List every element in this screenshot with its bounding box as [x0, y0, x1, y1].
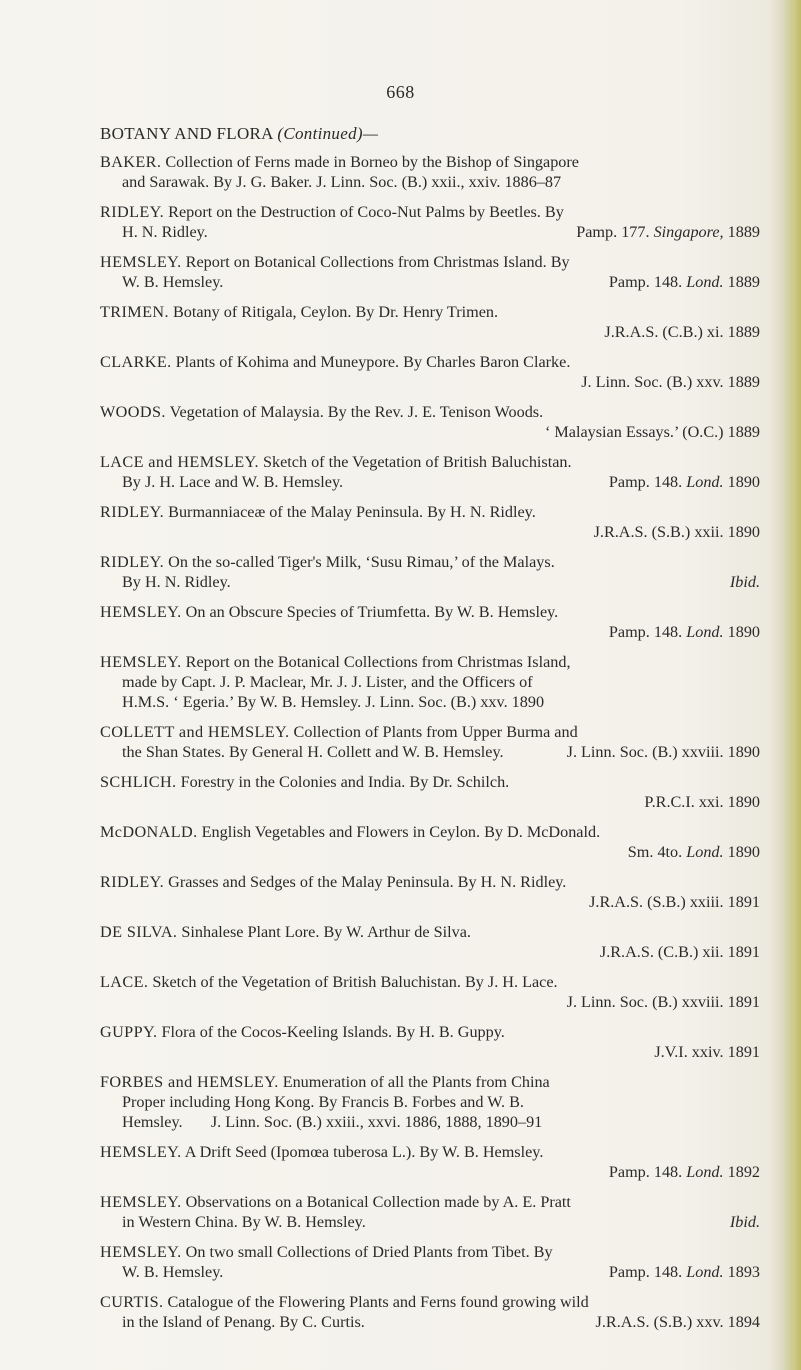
entry-title: On an Obscure Species of Triumfetta. By W. B. Hemsley.: [185, 603, 559, 621]
entry-source-ref: Pamp. 148.: [608, 473, 683, 491]
entry-title: Collection of Plants from Upper Burma and: [293, 723, 578, 741]
entry-first-line: [100, 302, 760, 322]
entry-year: 1890: [727, 473, 760, 491]
entry-title: Flora of the Cocos-Keeling Islands. By H. B. Guppy.: [161, 1023, 505, 1041]
entry-year: 1889: [727, 373, 760, 391]
entry-year: 1890: [727, 743, 760, 761]
entry-continuation-line: [100, 172, 760, 192]
entry-year: 1890: [727, 843, 760, 861]
entry-year: 1894: [727, 1313, 760, 1331]
entry-source: [609, 472, 760, 492]
entry-title: Sinhalese Plant Lore. By W. Arthur de Silva.: [181, 923, 471, 941]
entry-source-ref: Pamp. 148.: [608, 1263, 683, 1281]
entry-source: [594, 522, 760, 542]
entry-source-ref: J.R.A.S. (S.B.) xxiii.: [589, 893, 724, 911]
entry-title: Enumeration of all the Plants from China: [282, 1073, 550, 1091]
entry-author: HEMSLEY.: [100, 253, 182, 271]
entry-first-line: [100, 1192, 760, 1212]
entry-author: RIDLEY.: [100, 553, 165, 571]
entry-source: [576, 222, 760, 242]
entry-source: [567, 992, 760, 1012]
entry-author: LACE.: [100, 973, 149, 991]
entry-source-ref: J. Linn. Soc. (B.) xxviii.: [566, 743, 724, 761]
bibliography-entry: [100, 352, 760, 392]
entry-first-line: [100, 1072, 760, 1092]
entry-title: Collection of Ferns made in Borneo by the Bishop of Singapore: [165, 153, 579, 171]
bibliography-entry: [100, 872, 760, 912]
entry-source-ref: J.R.A.S. (C.B.) xi.: [604, 323, 724, 341]
entry-year: 1890: [727, 793, 760, 811]
entry-source-ref: Pamp. 148.: [608, 623, 683, 641]
bibliography-entry: [100, 1192, 760, 1232]
bibliography-entry: [100, 502, 760, 542]
entry-continuation-text: Proper including Hong Kong. By Francis B. Forbes and W. B.: [122, 1093, 524, 1111]
entry-source-ref: Pamp. 177.: [576, 223, 650, 241]
entry-continuation-line: [100, 672, 760, 692]
entry-source: [545, 422, 760, 442]
entry-continuation-line: [100, 322, 760, 342]
entry-author: WOODS.: [100, 403, 166, 421]
entry-continuation-text: in the Island of Penang. By C. Curtis.: [122, 1313, 365, 1331]
bibliography-entry: [100, 652, 760, 712]
entry-continuation-line: [100, 1092, 760, 1112]
entry-source: [596, 1312, 760, 1332]
entry-continuation-text: Hemsley. J. Linn. Soc. (B.) xxiii., xxvi. 1886, 1888, 1890–91: [122, 1113, 543, 1131]
entry-continuation-text: H.M.S. ‘ Egeria.’ By W. B. Hemsley. J. Linn. Soc. (B.) xxv. 1890: [122, 693, 545, 711]
bibliography-entry: [100, 1292, 760, 1332]
section-title: BOTANY AND FLORA: [100, 124, 273, 143]
bibliography-entry: [100, 452, 760, 492]
entry-source-ref: J.R.A.S. (S.B.) xxv.: [595, 1313, 724, 1331]
entry-source: [609, 1262, 760, 1282]
entry-title: Report on the Destruction of Coco-Nut Palms by Beetles. By: [168, 203, 564, 221]
entry-first-line: [100, 872, 760, 892]
section-heading: [100, 124, 378, 144]
entry-continuation-text: By H. N. Ridley.: [122, 573, 231, 591]
entry-author: TRIMEN.: [100, 303, 169, 321]
entry-continuation-text: W. B. Hemsley.: [122, 1263, 224, 1281]
bibliography-entry: [100, 772, 760, 812]
page-number: 668: [386, 82, 415, 102]
entry-author: CURTIS.: [100, 1293, 164, 1311]
entry-first-line: [100, 552, 760, 572]
entry-year: 1889: [727, 223, 760, 241]
entry-first-line: [100, 922, 760, 942]
entry-title: Report on Botanical Collections from Christmas Island. By: [185, 253, 570, 271]
entry-year: 1891: [727, 993, 760, 1011]
entry-first-line: [100, 1142, 760, 1162]
entry-source-ref: J. Linn. Soc. (B.) xxv.: [581, 373, 724, 391]
entry-continuation-line: [100, 622, 760, 642]
entry-author: LACE and HEMSLEY.: [100, 453, 259, 471]
entry-year: 1891: [727, 1043, 760, 1061]
entry-first-line: [100, 652, 760, 672]
entry-source: [567, 742, 760, 762]
entry-continuation-line: [100, 1162, 760, 1182]
bibliography-entry: [100, 1242, 760, 1282]
entry-source: [589, 892, 760, 912]
entry-author: SCHLICH.: [100, 773, 177, 791]
section-continued: (Continued)—: [277, 124, 379, 143]
entry-first-line: [100, 822, 760, 842]
entry-source-ref: Pamp. 148.: [608, 273, 683, 291]
entry-first-line: [100, 152, 760, 172]
entry-title: Grasses and Sedges of the Malay Peninsula. By H. N. Ridley.: [168, 873, 567, 891]
bibliography-entry: [100, 722, 760, 762]
entry-title: Botany of Ritigala, Ceylon. By Dr. Henry Trimen.: [172, 303, 499, 321]
entry-year: 1891: [727, 893, 760, 911]
entry-source-ref: J.R.A.S. (C.B.) xii.: [599, 943, 724, 961]
entry-author: HEMSLEY.: [100, 1143, 182, 1161]
entry-title: Report on the Botanical Collections from Christmas Island,: [185, 653, 571, 671]
entry-source: [730, 1212, 760, 1232]
entry-continuation-line: [100, 792, 760, 812]
entry-title: Plants of Kohima and Muneypore. By Charles Baron Clarke.: [175, 353, 571, 371]
entry-author: HEMSLEY.: [100, 653, 182, 671]
entry-author: FORBES and HEMSLEY.: [100, 1073, 279, 1091]
entry-continuation-line: [100, 222, 760, 242]
entry-author: HEMSLEY.: [100, 603, 182, 621]
entry-source-place: Singapore,: [653, 223, 724, 241]
entry-title: On two small Collections of Dried Plants from Tibet. By: [185, 1243, 553, 1261]
bibliography-entry: [100, 1022, 760, 1062]
entry-continuation-line: [100, 1312, 760, 1332]
entry-source-ref: Sm. 4to.: [627, 843, 683, 861]
entry-source: [609, 1162, 760, 1182]
entry-source-ref: J.R.A.S. (S.B.) xxii.: [593, 523, 724, 541]
entry-source: [644, 792, 760, 812]
entry-continuation-line: [100, 372, 760, 392]
entry-continuation-text: H. N. Ridley.: [122, 223, 208, 241]
entry-author: RIDLEY.: [100, 203, 165, 221]
entry-source-ref: J. Linn. Soc. (B.) xxviii.: [566, 993, 724, 1011]
entry-title: A Drift Seed (Ipomœa tuberosa L.). By W. B. Hemsley.: [184, 1143, 544, 1161]
bibliography-entry: [100, 1142, 760, 1182]
entry-title: Sketch of the Vegetation of British Baluchistan.: [262, 453, 572, 471]
entry-source-place: Ibid.: [729, 573, 760, 591]
entry-first-line: [100, 352, 760, 372]
entry-continuation-line: [100, 1042, 760, 1062]
bibliography-entry: [100, 302, 760, 342]
entry-source-ref: J.V.I. xxiv.: [654, 1043, 724, 1061]
entry-author: RIDLEY.: [100, 873, 165, 891]
entry-source: [600, 942, 760, 962]
entry-continuation-line: [100, 892, 760, 912]
entry-author: RIDLEY.: [100, 503, 165, 521]
entry-source-place: Lond.: [686, 843, 724, 861]
entry-source: [604, 322, 760, 342]
entry-source: [581, 372, 760, 392]
entry-source: [730, 572, 760, 592]
entry-title: On the so-called Tiger's Milk, ‘Susu Rimau,’ of the Malays.: [168, 553, 555, 571]
bibliography-entry: [100, 152, 760, 192]
bibliography-entry: [100, 402, 760, 442]
bibliography-entry: [100, 252, 760, 292]
entry-continuation-line: [100, 842, 760, 862]
entry-first-line: [100, 252, 760, 272]
entry-source-place: Lond.: [686, 273, 724, 291]
entry-author: BAKER.: [100, 153, 162, 171]
entry-continuation-text: in Western China. By W. B. Hemsley.: [122, 1213, 366, 1231]
entry-continuation-line: [100, 1112, 760, 1132]
entry-author: CLARKE.: [100, 353, 172, 371]
entry-source-ref: Pamp. 148.: [608, 1163, 683, 1181]
entry-first-line: [100, 502, 760, 522]
entry-first-line: [100, 402, 760, 422]
page-edge-shadow: [783, 0, 801, 1370]
entry-continuation-line: [100, 692, 760, 712]
entry-first-line: [100, 722, 760, 742]
entry-continuation-text: By J. H. Lace and W. B. Hemsley.: [122, 473, 344, 491]
entry-source: [628, 842, 760, 862]
entry-year: 1890: [727, 523, 760, 541]
bibliography-entry: [100, 202, 760, 242]
entry-continuation-text: the Shan States. By General H. Collett and W. B. Hemsley.: [122, 743, 504, 761]
entry-continuation-line: [100, 1212, 760, 1232]
bibliography-entry: [100, 922, 760, 962]
entry-year: 1892: [727, 1163, 760, 1181]
entry-continuation-text: W. B. Hemsley.: [122, 273, 224, 291]
entry-continuation-line: [100, 742, 760, 762]
entry-first-line: [100, 1242, 760, 1262]
entry-continuation-line: [100, 992, 760, 1012]
bibliography-entry: [100, 822, 760, 862]
entry-source-ref: P.R.C.I. xxi.: [644, 793, 724, 811]
entry-source-place: Lond.: [686, 1263, 724, 1281]
entry-first-line: [100, 772, 760, 792]
entry-author: DE SILVA.: [100, 923, 178, 941]
entry-year: 1891: [727, 943, 760, 961]
entry-continuation-line: [100, 942, 760, 962]
bibliography-entry: [100, 552, 760, 592]
entry-title: English Vegetables and Flowers in Ceylon. By D. McDonald.: [201, 823, 601, 841]
entry-title: Observations on a Botanical Collection made by A. E. Pratt: [185, 1193, 571, 1211]
entry-continuation-line: [100, 272, 760, 292]
entry-year: 1889: [727, 423, 760, 441]
bibliography-list: [100, 152, 760, 1342]
entry-title: Forestry in the Colonies and India. By Dr. Schilch.: [180, 773, 510, 791]
entry-year: 1893: [727, 1263, 760, 1281]
bibliography-entry: [100, 1072, 760, 1132]
entry-author: McDONALD.: [100, 823, 198, 841]
entry-first-line: [100, 452, 760, 472]
entry-author: HEMSLEY.: [100, 1193, 182, 1211]
entry-continuation-line: [100, 522, 760, 542]
entry-source-place: Ibid.: [729, 1213, 760, 1231]
entry-first-line: [100, 602, 760, 622]
entry-continuation-text: made by Capt. J. P. Maclear, Mr. J. J. Lister, and the Officers of: [122, 673, 533, 691]
entry-continuation-text: and Sarawak. By J. G. Baker. J. Linn. Soc. (B.) xxii., xxiv. 1886–87: [122, 173, 562, 191]
entry-source: [609, 272, 760, 292]
entry-year: 1890: [727, 623, 760, 641]
entry-title: Vegetation of Malaysia. By the Rev. J. E. Tenison Woods.: [169, 403, 544, 421]
entry-source-ref: ‘ Malaysian Essays.’ (O.C.): [544, 423, 724, 441]
entry-first-line: [100, 1292, 760, 1312]
bibliography-entry: [100, 602, 760, 642]
entry-title: Catalogue of the Flowering Plants and Ferns found growing wild: [167, 1293, 589, 1311]
entry-source-place: Lond.: [686, 1163, 724, 1181]
entry-continuation-line: [100, 572, 760, 592]
entry-author: HEMSLEY.: [100, 1243, 182, 1261]
entry-source-place: Lond.: [686, 623, 724, 641]
entry-first-line: [100, 202, 760, 222]
entry-title: Burmanniaceæ of the Malay Peninsula. By H. N. Ridley.: [168, 503, 536, 521]
entry-source: [609, 622, 760, 642]
entry-continuation-line: [100, 472, 760, 492]
entry-first-line: [100, 972, 760, 992]
entry-year: 1889: [727, 273, 760, 291]
entry-source: [654, 1042, 760, 1062]
entry-title: Sketch of the Vegetation of British Baluchistan. By J. H. Lace.: [152, 973, 558, 991]
entry-first-line: [100, 1022, 760, 1042]
entry-author: COLLETT and HEMSLEY.: [100, 723, 290, 741]
entry-source-place: Lond.: [686, 473, 724, 491]
bibliography-entry: [100, 972, 760, 1012]
entry-continuation-line: [100, 422, 760, 442]
entry-continuation-line: [100, 1262, 760, 1282]
entry-year: 1889: [727, 323, 760, 341]
entry-author: GUPPY.: [100, 1023, 158, 1041]
